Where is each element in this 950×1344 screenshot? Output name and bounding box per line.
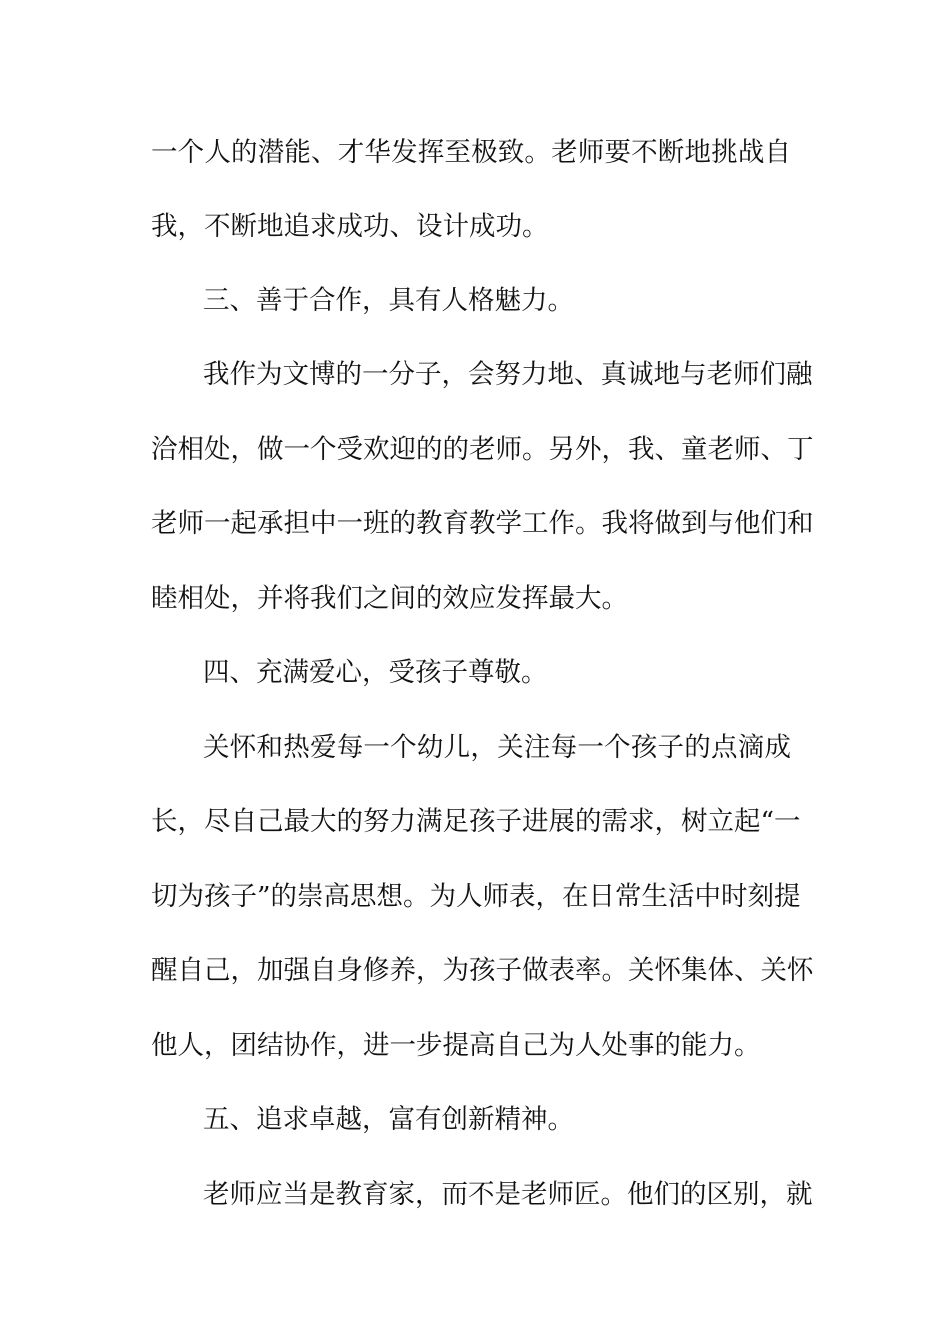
paragraph-line: 老师一起承担中一班的教育教学工作。我将做到与他们和 [151,508,814,539]
section-heading: 五、追求卓越，富有创新精神。 [203,1104,574,1135]
paragraph-line: 我作为文博的一分子，会努力地、真诚地与老师们融 [203,359,813,390]
section-heading: 三、善于合作，具有人格魅力。 [203,285,574,316]
paragraph-line: 一个人的潜能、才华发挥至极致。老师要不断地挑战自 [151,137,791,168]
paragraph-line: 老师应当是教育家，而不是老师匠。他们的区别，就 [203,1179,813,1210]
paragraph-line: 他人，团结协作，进一步提高自己为人处事的能力。 [151,1030,761,1061]
paragraph-line: 洽相处，做一个受欢迎的的老师。另外，我、童老师、丁 [151,434,814,465]
paragraph-line: 长，尽自己最大的努力满足孩子进展的需求，树立起“一 [151,806,801,837]
paragraph-line: 睦相处，并将我们之间的效应发挥最大。 [151,583,628,614]
paragraph-line: 醒自己，加强自身修养，为孩子做表率。关怀集体、关怀 [151,955,814,986]
section-heading: 四、充满爱心，受孩子尊敬。 [203,657,548,688]
paragraph-line: 关怀和热爱每一个幼儿，关注每一个孩子的点滴成 [203,732,791,763]
paragraph-line: 切为孩子”的崇高思想。为人师表，在日常生活中时刻提 [151,881,801,912]
paragraph-line: 我，不断地追求成功、设计成功。 [151,211,549,242]
